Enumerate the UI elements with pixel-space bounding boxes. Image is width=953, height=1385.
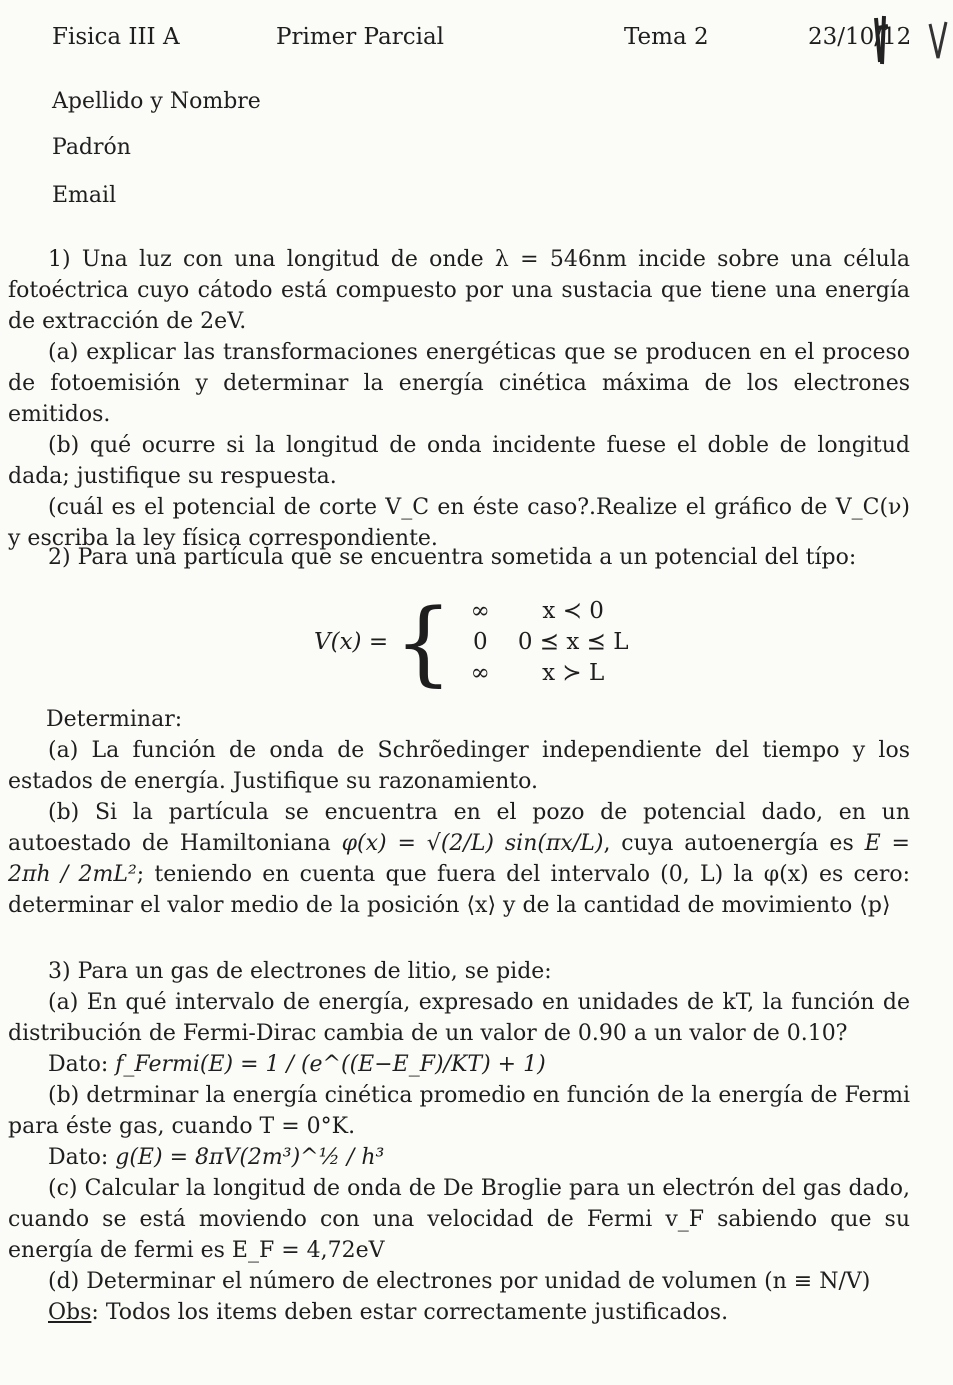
q3-observation	[8, 1297, 910, 1328]
q2-energy-formula: E = 2πh / 2mL²	[8, 831, 910, 887]
q2-b-text-2: , cuya autoenergía es	[603, 831, 854, 856]
exam-title: Primer Parcial	[276, 24, 445, 50]
potential-condition: x ≻ L	[542, 660, 605, 686]
q1-item-b: (b) qué ocurre si la longitud de onda incidente fuese el doble de longitud dada; justifique su respuesta.	[8, 433, 910, 489]
question-1	[8, 244, 910, 554]
obs-text: : Todos los items deben estar correctamente justificados.	[91, 1300, 729, 1325]
course-name: Fisica III A	[52, 24, 180, 50]
exam-topic: Tema 2	[624, 24, 709, 50]
density-of-states-formula: g(E) = 8πV(2m³)^½ / h³	[115, 1145, 385, 1170]
potential-lhs: V(x) =	[314, 629, 389, 655]
q2-determine: Determinar:	[46, 707, 183, 732]
potential-equation	[300, 588, 643, 696]
question-2-body	[8, 704, 910, 921]
handwritten-mark-icon	[870, 14, 952, 70]
q2-item-b	[8, 797, 910, 921]
dato-label: Dato:	[48, 1052, 109, 1077]
q3-item-d: (d) Determinar el número de electrones por unidad de volumen (n ≡ N/V)	[48, 1269, 871, 1294]
fermi-dirac-formula: f_Fermi(E) = 1 / (e^((E−E_F)/KT) + 1)	[115, 1052, 546, 1077]
potential-value: 0	[472, 629, 488, 655]
q3-item-c: (c) Calcular la longitud de onda de De Broglie para un electrón del gas dado, cuando se está moviendo con una velocidad de Fermi v_F sabiendo que su energía de fermi es E_F = 4,72eV	[8, 1176, 910, 1263]
q2-b-text-1: (b) Si la partícula se encuentra en el pozo de potencial dado, en un autoestado de Hamiltoniana	[8, 800, 910, 856]
q1-item-a: (a) explicar las transformaciones energéticas que se producen en el proceso de fotoemisión y determinar la energía cinética máxima de los electrones emitidos.	[8, 340, 910, 427]
question-3	[8, 956, 910, 1328]
exam-date: 23/10/12	[808, 24, 912, 50]
q3-dato-1	[8, 1049, 910, 1080]
left-brace: {	[394, 588, 453, 696]
q3-item-b: (b) detrminar la energía cinética promedio en función de la energía de Fermi para éste gas, cuando T = 0°K.	[8, 1083, 910, 1139]
email-field-label: Email	[52, 183, 117, 208]
potential-condition: 0 ⪯ x ⪯ L	[517, 629, 629, 655]
q3-item-a: (a) En qué intervalo de energía, expresado en unidades de kT, la función de distribución de Fermi-Dirac cambia de un valor de 0.90 a un valor de 0.10?	[8, 990, 910, 1046]
potential-condition: x ≺ 0	[542, 598, 604, 624]
potential-value: ∞	[470, 660, 490, 686]
potential-value: ∞	[470, 598, 490, 624]
q1-intro: 1) Una luz con una longitud de onde λ = 546nm incide sobre una célula fotoéctrica cuyo cátodo está compuesto por una sustacia que tiene una energía de extracción de 2eV.	[8, 247, 910, 334]
q3-intro: 3) Para un gas de electrones de litio, se pide:	[48, 959, 552, 984]
q2-intro: 2) Para una partícula que se encuentra sometida a un potencial del típo:	[48, 545, 857, 570]
q2-item-a: (a) La función de onda de Schrõedinger independiente del tiempo y los estados de energía. Justifique su razonamiento.	[8, 738, 910, 794]
q1-item-c: (cuál es el potencial de corte V_C en éste caso?.Realize el gráfico de V_C(ν) y escriba la ley física correspondiente.	[8, 495, 910, 551]
id-field-label: Padrón	[52, 135, 131, 160]
q3-dato-2	[8, 1142, 910, 1173]
name-field-label: Apellido y Nombre	[52, 89, 261, 114]
q2-wavefunction: φ(x) = √(2/L) sin(πx/L)	[341, 831, 604, 856]
dato-label: Dato:	[48, 1145, 109, 1170]
q2-b-text-3: ; teniendo en cuenta que fuera del intervalo (0, L) la φ(x) es cero: determinar el valor medio de la posición ⟨x⟩ y de la cantidad de movimiento ⟨p⟩	[8, 862, 911, 918]
obs-label: Obs	[48, 1300, 92, 1325]
